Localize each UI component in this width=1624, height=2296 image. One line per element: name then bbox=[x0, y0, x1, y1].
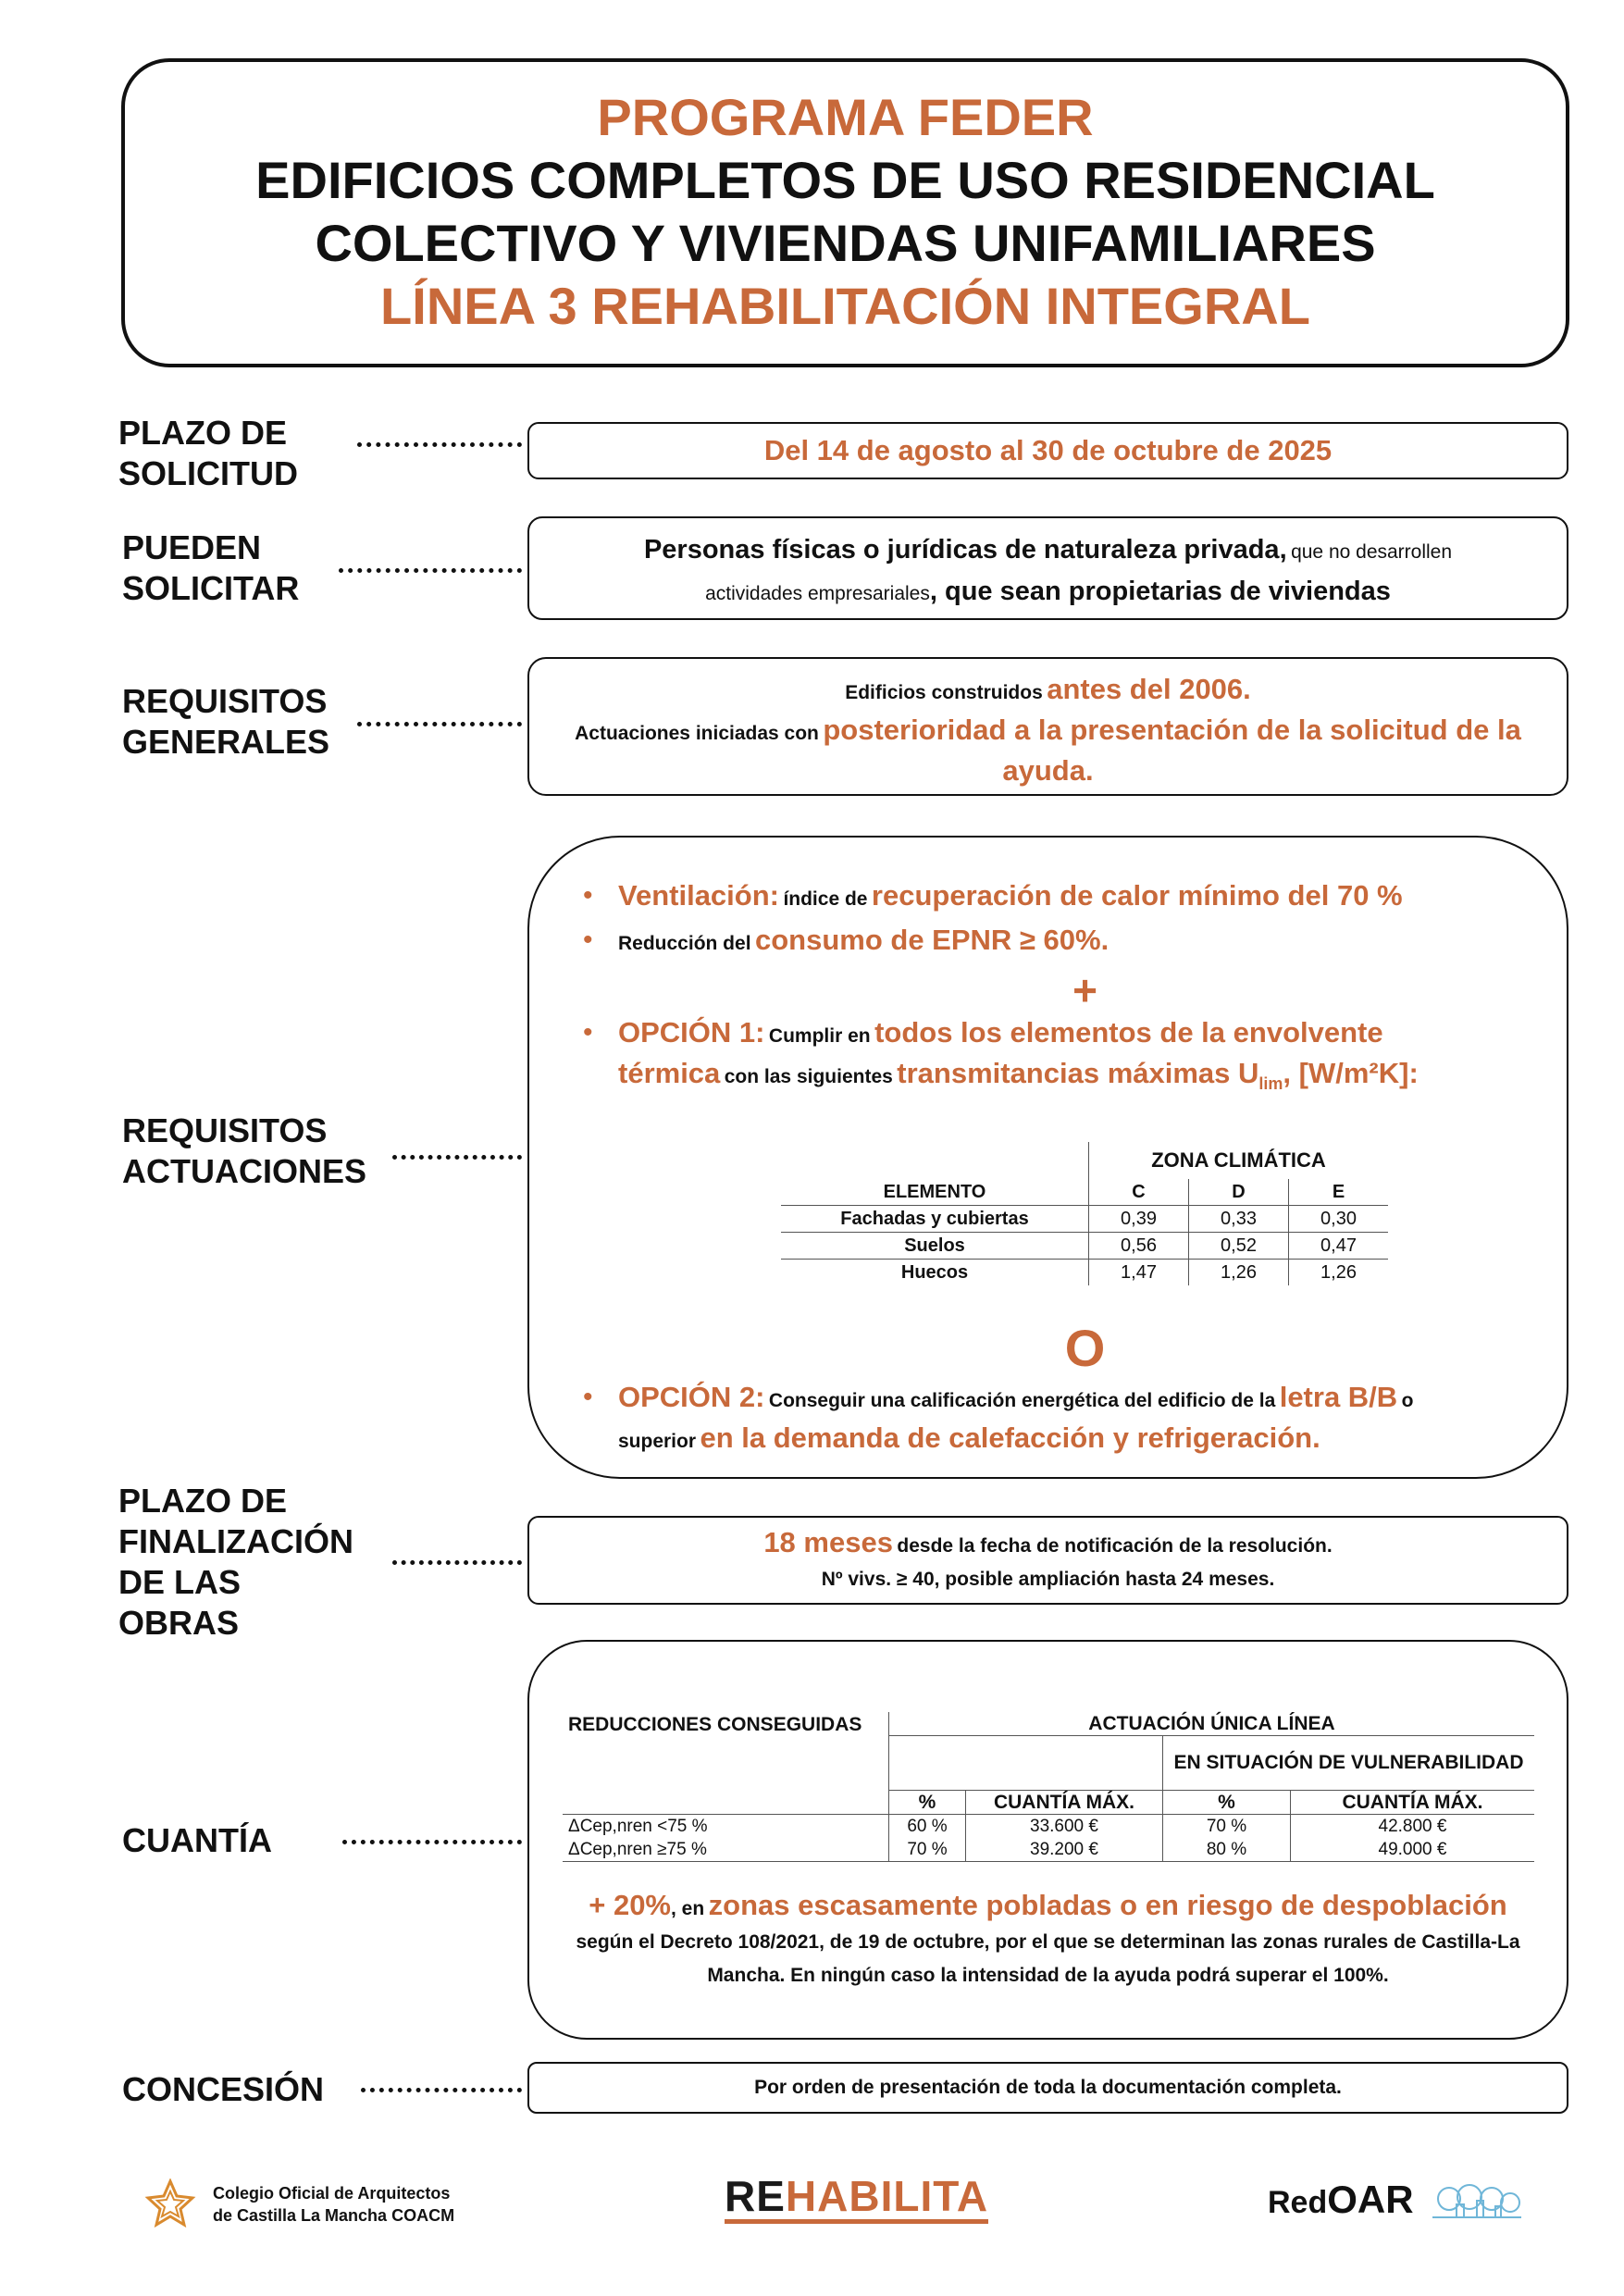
cell-value: 80 % bbox=[1163, 1838, 1291, 1862]
generales-label-line2: GENERALES bbox=[122, 723, 330, 761]
concesion-label: CONCESIÓN bbox=[122, 2070, 325, 2108]
cell-value: 70 % bbox=[1163, 1815, 1291, 1839]
cell-value: 39.200 € bbox=[966, 1838, 1163, 1862]
generales-text-4: posterioridad a la presentación de la solicitud de la ayuda. bbox=[823, 714, 1521, 787]
finalizacion-text-2: Nº vivs. ≥ 40, posible ampliación hasta 24 meses. bbox=[821, 1569, 1275, 1590]
rehabilita-text-2: HABILITA bbox=[785, 2172, 989, 2220]
opcion2-text-2: letra B/B bbox=[1279, 1381, 1398, 1414]
city-skyline-icon bbox=[1429, 2184, 1525, 2221]
opcion2-text-4: superior bbox=[618, 1431, 697, 1453]
cuantia-header-2: CUANTÍA MÁX. bbox=[1291, 1791, 1535, 1815]
opcion1-title: OPCIÓN 1: bbox=[618, 1016, 765, 1049]
plazo-label-line2: SOLICITUD bbox=[118, 454, 298, 492]
ventilacion-value: recuperación de calor mínimo del 70 % bbox=[871, 879, 1403, 912]
cell-value: 42.800 € bbox=[1291, 1815, 1535, 1839]
actuaciones-label-line1: REQUISITOS bbox=[122, 1111, 328, 1149]
rehabilita-logo bbox=[725, 2173, 988, 2224]
cell-value: 0,33 bbox=[1189, 1206, 1289, 1233]
generales-text-3: Actuaciones iniciadas con bbox=[575, 723, 819, 744]
plus-sign: + bbox=[1072, 966, 1097, 1014]
cuantia-connector bbox=[342, 1840, 522, 1844]
actuaciones-box bbox=[527, 836, 1568, 1479]
cuantia-header-1: CUANTÍA MÁX. bbox=[966, 1791, 1163, 1815]
col-c: C bbox=[1089, 1179, 1189, 1206]
cuantia-note-1: , en bbox=[671, 1898, 705, 1919]
generales-box bbox=[527, 657, 1568, 796]
ventilacion-text: índice de bbox=[783, 888, 868, 910]
plazo-text: Del 14 de agosto al 30 de octubre de 2025 bbox=[763, 434, 1333, 466]
pueden-label-line1: PUEDEN bbox=[122, 528, 262, 566]
pueden-label-line2: SOLICITAR bbox=[122, 569, 300, 607]
opcion2-text-5: en la demanda de calefacción y refrigeración. bbox=[700, 1421, 1320, 1455]
row-name: ΔCep,nren <75 % bbox=[568, 1816, 708, 1836]
redoar-logo bbox=[1268, 2179, 1414, 2223]
transmitancias-table bbox=[781, 1142, 1388, 1285]
plazo-connector bbox=[357, 442, 522, 447]
concesion-connector bbox=[361, 2088, 522, 2092]
concesion-box bbox=[527, 2062, 1568, 2114]
finalizacion-label-line1: PLAZO DE bbox=[118, 1482, 288, 1520]
pueden-connector bbox=[339, 568, 522, 573]
finalizacion-meses: 18 meses bbox=[763, 1526, 893, 1558]
generales-text-2: antes del 2006. bbox=[1047, 673, 1251, 705]
concesion-text: Por orden de presentación de toda la documentación completa. bbox=[754, 2077, 1342, 2098]
row-name: ΔCep,nren ≥75 % bbox=[563, 1838, 889, 1862]
redoar-text-1: Red bbox=[1268, 2185, 1328, 2220]
opcion1-text-3: térmica bbox=[618, 1057, 721, 1089]
pueden-text-4: , que sean propietarias de viviendas bbox=[929, 577, 1391, 606]
reducciones-header: REDUCCIONES CONSEGUIDAS bbox=[568, 1714, 862, 1735]
zona-climatica-header: ZONA CLIMÁTICA bbox=[1089, 1142, 1389, 1179]
cell-value: 0,39 bbox=[1089, 1206, 1189, 1233]
elemento-header: ELEMENTO bbox=[781, 1179, 1089, 1206]
cell-value: 1,26 bbox=[1289, 1260, 1389, 1286]
actuaciones-connector bbox=[392, 1155, 522, 1160]
pueden-text-1: Personas físicas o jurídicas de naturaleza privada, bbox=[643, 535, 1287, 565]
actuacion-header: ACTUACIÓN ÚNICA LÍNEA bbox=[889, 1712, 1535, 1736]
table-row bbox=[781, 1260, 1388, 1286]
pct-header-1: % bbox=[889, 1791, 966, 1815]
row-name: Huecos bbox=[900, 1261, 969, 1283]
table-row bbox=[781, 1206, 1388, 1233]
plazo-label-line1: PLAZO DE bbox=[118, 414, 288, 452]
cell-value: 0,56 bbox=[1089, 1233, 1189, 1260]
pueden-box bbox=[527, 516, 1568, 620]
finalizacion-connector bbox=[392, 1560, 522, 1565]
opcion2-text-1: Conseguir una calificación energética del edificio de la bbox=[768, 1390, 1276, 1412]
generales-label bbox=[122, 681, 329, 763]
finalizacion-label-line2: FINALIZACIÓN bbox=[118, 1522, 353, 1560]
epnr-text: Reducción del bbox=[618, 933, 751, 954]
finalizacion-label bbox=[118, 1481, 353, 1644]
generales-text-1: Edificios construidos bbox=[845, 682, 1043, 703]
cell-value: 0,52 bbox=[1189, 1233, 1289, 1260]
pct-header-2: % bbox=[1163, 1791, 1291, 1815]
opcion1-text-1: Cumplir en bbox=[768, 1025, 871, 1047]
header-title-3: COLECTIVO Y VIVIENDAS UNIFAMILIARES bbox=[315, 214, 1376, 272]
pueden-text-3: actividades empresariales bbox=[705, 583, 930, 604]
pueden-text-2: que no desarrollen bbox=[1291, 541, 1453, 563]
opcion1-text-5: transmitancias máximas U bbox=[897, 1057, 1259, 1089]
row-name: Suelos bbox=[781, 1233, 1089, 1260]
opcion2-title: OPCIÓN 2: bbox=[618, 1381, 765, 1414]
cuantia-incremento: + 20% bbox=[589, 1889, 671, 1921]
header-box bbox=[121, 58, 1569, 367]
bullet-epnr bbox=[618, 921, 1530, 965]
actuaciones-label-line2: ACTUACIONES bbox=[122, 1152, 367, 1190]
ventilacion-title: Ventilación: bbox=[618, 879, 779, 912]
table-row bbox=[563, 1815, 1534, 1839]
col-e: E bbox=[1289, 1179, 1389, 1206]
cell-value: 0,47 bbox=[1289, 1233, 1389, 1260]
finalizacion-box bbox=[527, 1516, 1568, 1605]
table-row bbox=[781, 1233, 1388, 1260]
row-name: Fachadas y cubiertas bbox=[781, 1206, 1089, 1233]
cuantia-note-2: zonas escasamente pobladas o en riesgo de despoblación bbox=[708, 1889, 1507, 1921]
cell-value: 33.600 € bbox=[966, 1815, 1163, 1839]
actuaciones-label bbox=[122, 1111, 366, 1192]
coacm-text-3: COACM bbox=[391, 2206, 455, 2225]
opcion1-subscript: lim bbox=[1258, 1074, 1283, 1094]
header-title-2: EDIFICIOS COMPLETOS DE USO RESIDENCIAL bbox=[255, 151, 1435, 209]
cuantia-label: CUANTÍA bbox=[122, 1821, 272, 1859]
col-d: D bbox=[1189, 1179, 1289, 1206]
header-title-4: LÍNEA 3 REHABILITACIÓN INTEGRAL bbox=[380, 277, 1310, 335]
vulnerabilidad-header: EN SITUACIÓN DE VULNERABILIDAD bbox=[1163, 1736, 1535, 1791]
pueden-label bbox=[122, 527, 299, 609]
cell-value: 0,30 bbox=[1289, 1206, 1389, 1233]
coacm-text-1: Colegio Oficial de Arquitectos bbox=[213, 2184, 451, 2203]
opcion1-text-4: con las siguientes bbox=[724, 1066, 893, 1087]
finalizacion-label-line4: OBRAS bbox=[118, 1604, 240, 1642]
coacm-text-2: de Castilla La Mancha bbox=[213, 2206, 388, 2225]
o-separator: O bbox=[1064, 1319, 1106, 1378]
cell-value: 1,26 bbox=[1189, 1260, 1289, 1286]
bullet-opcion2 bbox=[618, 1380, 1530, 1461]
rehabilita-text-1: RE bbox=[725, 2172, 786, 2220]
cuantia-table bbox=[563, 1712, 1534, 1862]
epnr-value: consumo de EPNR ≥ 60%. bbox=[754, 924, 1110, 956]
opcion1-text-6: , [W/m²K]: bbox=[1283, 1057, 1419, 1089]
cell-value: 60 % bbox=[889, 1815, 966, 1839]
generales-label-line1: REQUISITOS bbox=[122, 682, 328, 720]
cuantia-box bbox=[527, 1640, 1568, 2040]
cell-value: 49.000 € bbox=[1291, 1838, 1535, 1862]
opcion2-text-3: o bbox=[1401, 1390, 1414, 1412]
finalizacion-text-1: desde la fecha de notificación de la resolución. bbox=[897, 1535, 1333, 1557]
coacm-star-icon bbox=[144, 2178, 196, 2230]
bullet-opcion1 bbox=[618, 1015, 1530, 1101]
table-row bbox=[563, 1838, 1534, 1862]
cell-value: 1,47 bbox=[1089, 1260, 1189, 1286]
generales-connector bbox=[357, 722, 522, 726]
redoar-text-2: OAR bbox=[1327, 2178, 1414, 2221]
header-title-1: PROGRAMA FEDER bbox=[597, 88, 1094, 146]
plazo-box bbox=[527, 422, 1568, 479]
opcion1-text-2: todos los elementos de la envolvente bbox=[874, 1016, 1383, 1049]
cuantia-note-3: según el Decreto 108/2021, de 19 de octubre, por el que se determinan las zonas rurales de Castilla-La Mancha. En ningún caso la intensidad de la ayuda podrá superar el 100%. bbox=[576, 1931, 1520, 1986]
bullet-ventilacion bbox=[618, 876, 1530, 921]
plazo-label bbox=[118, 413, 298, 494]
finalizacion-label-line3: DE LAS bbox=[118, 1563, 242, 1601]
cell-value: 70 % bbox=[889, 1838, 966, 1862]
